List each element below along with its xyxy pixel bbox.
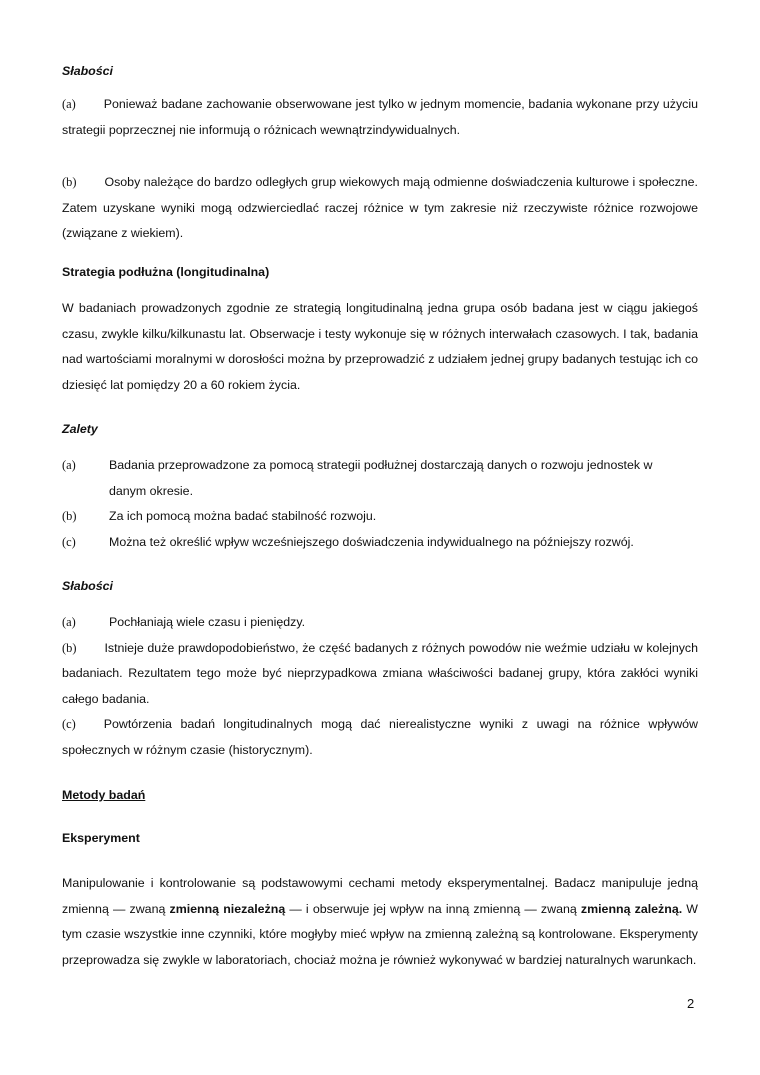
weakness-1b [62, 170, 698, 247]
weakness-1a-text: Ponieważ badane zachowanie obserwowane jest tylko w jednym momencie, badania wykonane przy użyciu strategii poprzecznej nie informują o różnicach wewnątrzindywidualnych. [62, 97, 698, 137]
weakness-1a [62, 92, 698, 143]
experiment-text-1: Manipulowanie i kontrolowanie są podstawowymi cechami metody eksperymentalnej. Badacz manipuluje jedną zmienną — zwaną [62, 876, 698, 916]
advantage-c [62, 530, 698, 556]
advantage-a [62, 453, 698, 504]
advantage-b-text: Za ich pomocą można badać stabilność rozwoju. [109, 509, 377, 523]
weakness-2c [62, 712, 698, 763]
weaknesses-list-2 [62, 610, 698, 763]
page-number: 2 [687, 996, 695, 1011]
advantage-a-text: Badania przeprowadzone za pomocą strategii podłużnej dostarczają danych o rozwoju jednostek w danym okresie. [109, 458, 653, 498]
experiment-paragraph [62, 871, 698, 973]
marker-a: (a) [62, 615, 76, 629]
marker-b: (b) [62, 640, 77, 655]
weaknesses-heading-1: Słabości [62, 64, 113, 78]
marker-a: (a) [62, 97, 76, 111]
experiment-heading: Eksperyment [62, 831, 140, 845]
advantages-list [62, 453, 698, 555]
longitudinal-paragraph: W badaniach prowadzonych zgodnie ze strategią longitudinalną jedna grupa osób badana jest w ciągu jakiegoś czasu, zwykle kilku/kilkunastu lat. Obserwacje i testy wykonuje się w różnych interwałach czasowych. I tak, badania nad wartościami moralnymi w dorosłości można by przeprowadzić z udziałem jednej grupy badanych testując ich co dziesięć lat pomiędzy 20 a 60 rokiem życia. [62, 301, 698, 392]
experiment-text-3: W tym czasie wszystkie inne czynniki, które mogłyby mieć wpływ na zmienną zależną są kontrolowane. Eksperymenty przeprowadza się zwykle w laboratoriach, chociaż można je również wykonywać w bardziej naturalnych warunkach. [62, 901, 699, 967]
marker-a: (a) [62, 458, 76, 472]
weaknesses-heading-2: Słabości [62, 579, 113, 593]
advantages-heading: Zalety [62, 422, 98, 436]
marker-b: (b) [62, 175, 77, 189]
methods-heading: Metody badań [62, 788, 146, 802]
marker-b: (b) [62, 509, 77, 523]
advantage-b [62, 504, 698, 530]
weakness-2a-text: Pochłaniają wiele czasu i pieniędzy. [109, 615, 306, 629]
weakness-2b [62, 636, 698, 713]
marker-c: (c) [62, 717, 76, 731]
independent-variable-term: zmienną niezależną [169, 901, 286, 916]
weakness-1b-text: Osoby należące do bardzo odległych grup wiekowych mają odmienne doświadczenia kulturowe i społeczne. Zatem uzyskane wyniki mogą odzwierciedlać raczej różnice w tym zakresie niż rzeczywiste różnice rozwojowe (związane z wiekiem). [62, 175, 698, 240]
marker-c: (c) [62, 534, 76, 549]
weakness-2a [62, 610, 698, 636]
longitudinal-heading: Strategia podłużna (longitudinalna) [62, 265, 270, 279]
weakness-2b-text: Istnieje duże prawdopodobieństwo, że część badanych z różnych powodów nie weźmie udziału w kolejnych badaniach. Rezultatem tego może być nieprzypadkowa zmiana właściwości badanej grupy, która zakłóci wyniki całego badania. [62, 640, 698, 706]
experiment-text-2: — i obserwuje jej wpływ na inną zmienną — zwaną [285, 901, 581, 916]
weakness-2c-text: Powtórzenia badań longitudinalnych mogą dać nierealistyczne wyniki z uwagi na różnice wpływów społecznych w różnym czasie (historycznym). [62, 717, 698, 757]
advantage-c-text: Można też określić wpływ wcześniejszego doświadczenia indywidualnego na późniejszy rozwój. [109, 534, 634, 549]
dependent-variable-term: zmienną zależną. [580, 901, 683, 916]
